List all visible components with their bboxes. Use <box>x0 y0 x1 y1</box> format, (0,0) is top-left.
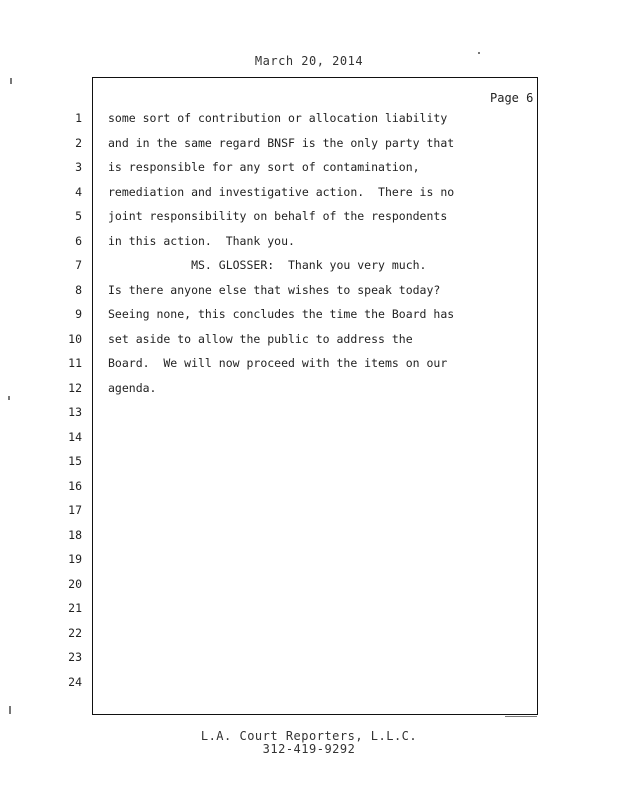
line-number: 21 <box>68 601 82 615</box>
footer-company: L.A. Court Reporters, L.L.C. <box>200 729 418 743</box>
line-text: Seeing none, this concludes the time the Board has <box>108 307 455 321</box>
line-text: is responsible for any sort of contamination, <box>108 160 420 174</box>
line-number: 16 <box>68 479 82 493</box>
line-text: set aside to allow the public to address the <box>108 332 413 346</box>
line-number: 19 <box>68 552 82 566</box>
line-text: and in the same regard BNSF is the only party that <box>108 136 455 150</box>
line-number: 13 <box>68 405 82 419</box>
line-text: Is there anyone else that wishes to speak today? <box>108 283 441 297</box>
scan-speck <box>8 396 10 400</box>
page-number-label: Page 6 <box>490 91 534 105</box>
scan-speck <box>10 78 12 84</box>
line-text: joint responsibility on behalf of the respondents <box>108 209 448 223</box>
line-number: 22 <box>68 626 82 640</box>
line-number: 1 <box>75 111 82 125</box>
page-header-date: March 20, 2014 <box>254 54 364 68</box>
line-text: agenda. <box>108 381 157 395</box>
scan-speck <box>478 52 480 54</box>
line-number: 18 <box>68 528 82 542</box>
line-number: 12 <box>68 381 82 395</box>
line-number: 7 <box>75 258 82 272</box>
line-text: Board. We will now proceed with the items on our <box>108 356 448 370</box>
line-number: 14 <box>68 430 82 444</box>
line-text: some sort of contribution or allocation liability <box>108 111 448 125</box>
line-number: 8 <box>75 283 82 297</box>
line-number: 20 <box>68 577 82 591</box>
line-number: 9 <box>75 307 82 321</box>
line-number: 11 <box>68 356 82 370</box>
line-text: remediation and investigative action. There is no <box>108 185 455 199</box>
line-text: MS. GLOSSER: Thank you very much. <box>108 258 427 272</box>
line-text: in this action. Thank you. <box>108 234 295 248</box>
line-number: 4 <box>75 185 82 199</box>
scan-speck <box>9 706 11 714</box>
line-number: 6 <box>75 234 82 248</box>
line-number: 23 <box>68 650 82 664</box>
line-number: 5 <box>75 209 82 223</box>
scan-speck <box>505 716 537 717</box>
line-number: 3 <box>75 160 82 174</box>
line-number: 10 <box>68 332 82 346</box>
line-number: 15 <box>68 454 82 468</box>
footer-phone: 312-419-9292 <box>262 742 356 756</box>
line-number: 2 <box>75 136 82 150</box>
line-number: 24 <box>68 675 82 689</box>
line-number: 17 <box>68 503 82 517</box>
